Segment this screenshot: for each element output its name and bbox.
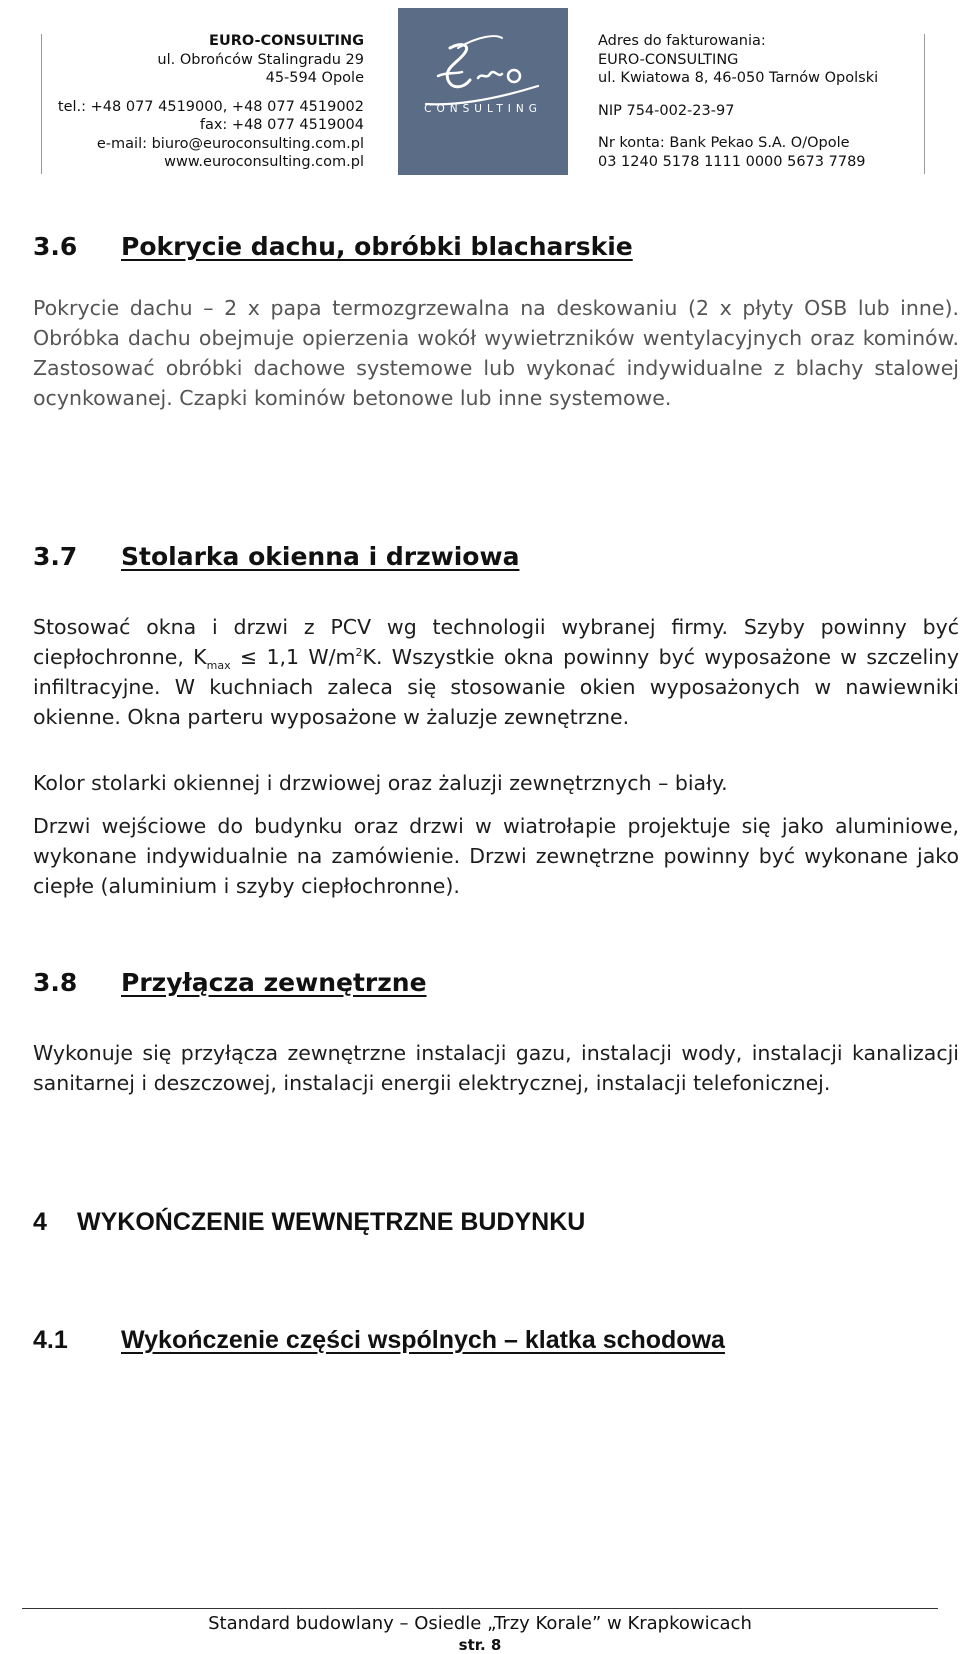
footer-divider (22, 1608, 938, 1609)
section-title: Przyłącza zewnętrzne (121, 968, 427, 997)
subscript: max (206, 659, 231, 673)
billing-company: EURO-CONSULTING (598, 51, 739, 68)
section-number: 4.1 (33, 1326, 68, 1354)
section-number: 3.7 (33, 542, 78, 571)
section-number: 3.8 (33, 968, 78, 997)
section-3-8-heading (33, 968, 427, 997)
chapter-4-heading (33, 1208, 585, 1237)
chapter-number: 4 (33, 1208, 47, 1236)
billing-nip: NIP 754-002-23-97 (598, 102, 735, 119)
euro-consulting-logo (398, 8, 568, 175)
paragraph-text: ≤ 1,1 W/m (230, 645, 356, 669)
company-city: 45-594 Opole (265, 70, 364, 86)
billing-bank: Nr konta: Bank Pekao S.A. O/Opole (598, 135, 850, 151)
section-title: Pokrycie dachu, obróbki blacharskie (121, 232, 633, 261)
section-title: Stolarka okienna i drzwiowa (121, 542, 520, 571)
company-website: www.euroconsulting.com.pl (164, 154, 364, 170)
section-3-6-text: Pokrycie dachu – 2 x papa termozgrzewalna na deskowaniu (2 x płyty OSB lub inne). Obróbka dachu obejmuje opierzenia wokół wywietrzników wentylacyjnych oraz kominów. Zastosować obróbki dachowe systemowe lub wykonać indywidualne z blachy stalowej ocynkowanej. Czapki kominów betonowe lub inne systemowe. (33, 296, 959, 410)
company-fax: fax: +48 077 4519004 (199, 117, 364, 133)
company-name: EURO-CONSULTING (209, 33, 364, 49)
company-email: e-mail: biuro@euroconsulting.com.pl (96, 135, 364, 152)
billing-account: 03 1240 5178 1111 0000 5673 7789 (598, 153, 866, 170)
superscript: 2 (355, 646, 363, 660)
logo-wordmark: CONSULTING (424, 103, 542, 115)
header-left-address (58, 32, 364, 172)
section-3-7-heading (33, 542, 519, 571)
header-divider-left (41, 34, 42, 174)
company-phone: tel.: +48 077 4519000, +48 077 4519002 (57, 98, 364, 115)
company-street: ul. Obrońców Stalingradu 29 (157, 51, 364, 68)
billing-label: Adres do fakturowania: (598, 33, 766, 49)
section-3-7-paragraph-3: Drzwi wejściowe do budynku oraz drzwi w wiatrołapie projektuje się jako aluminiowe, wykonane indywidualnie na zamówienie. Drzwi zewnętrzne powinny być wykonane jako ciepłe (aluminium i szyby ciepłochronne). (33, 814, 959, 898)
section-3-8-text: Wykonuje się przyłącza zewnętrzne instalacji gazu, instalacji wody, instalacji kanalizacji sanitarnej i deszczowej, instalacji energii elektrycznej, instalacji telefonicznej. (33, 1041, 959, 1095)
section-number: 3.6 (33, 232, 78, 261)
chapter-title: WYKOŃCZENIE WEWNĘTRZNE BUDYNKU (77, 1208, 586, 1236)
section-3-7-paragraph-2: Kolor stolarki okiennej i drzwiowej oraz żaluzji zewnętrznych – biały. (33, 771, 728, 795)
page-number: str. 8 (458, 1636, 502, 1654)
header-divider-right (924, 34, 925, 174)
footer-text: Standard budowlany – Osiedle „Trzy Korale” w Krapkowicach (208, 1613, 752, 1634)
section-3-7-paragraph-1 (33, 612, 959, 732)
section-title: Wykończenie części wspólnych – klatka schodowa (121, 1326, 725, 1354)
paragraph-text: Stosować okna i drzwi z PCV wg technologii wybranej firmy. Szyby powinny być ciepłochronne, K (33, 615, 959, 669)
section-3-6-heading (33, 232, 633, 261)
section-4-1-heading (33, 1326, 725, 1355)
billing-street: ul. Kwiatowa 8, 46-050 Tarnów Opolski (598, 70, 879, 86)
header-right-billing (598, 32, 878, 171)
paragraph-text: K. Wszystkie okna powinny być wyposażone w szczeliny infiltracyjne. W kuchniach zaleca się stosowanie okien wyposażonych w nawiewniki okienne. Okna parteru wyposażone w żaluzje zewnętrzne. (33, 645, 959, 729)
